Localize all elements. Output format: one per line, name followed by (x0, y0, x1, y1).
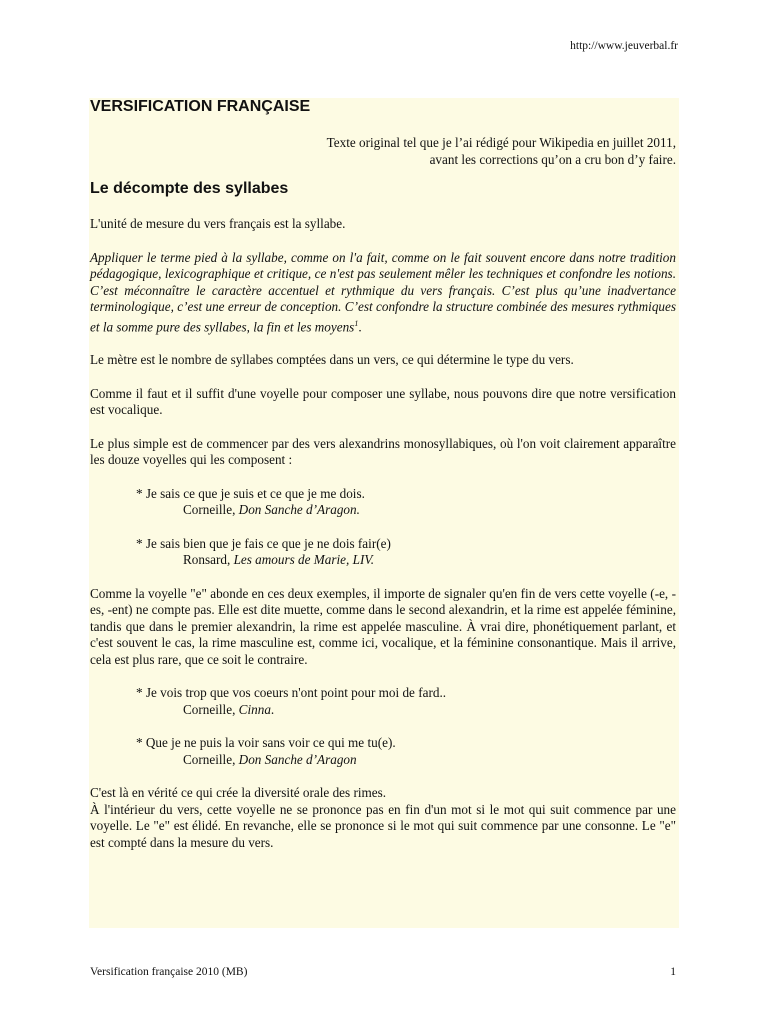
intro-line-1: Texte original tel que je l’ai rédigé pour Wikipedia en juillet 2011, (326, 135, 676, 150)
page-number: 1 (670, 966, 676, 978)
quote-1-work: Don Sanche d’Aragon. (238, 502, 360, 518)
quote-2: * Je sais bien que je fais ce que je ne dois fair(e) (136, 535, 391, 551)
quote-2-author: Ronsard, (183, 552, 234, 568)
quote-3-work: Cinna (238, 701, 271, 717)
intro-line-2: avant les corrections qu’on a cru bon d’y faire. (429, 151, 676, 167)
quote-3-attribution (183, 702, 676, 719)
paragraph-6: Comme la voyelle "e" abonde en ces deux exemples, il importe de signaler qu'en fin de vers cette voyelle (-e, -es, -ent) ne compte pas. Elle est dite muette, comme dans le second alexandrin, et la rime est appelée féminine, tandis que dans le premier alexandrin, la rime est appelée masculine. À vrai dire, phonétiquement parlant, et c'est souvent le cas, la rime masculine est, comme ici, vocalique, et la féminine consonantique. Mais il arrive, cela est plus rare, que ce soit le contraire. (90, 585, 676, 667)
quote-block-3 (90, 685, 676, 718)
paragraph-1: L'unité de mesure du vers français est la syllabe. (90, 216, 346, 231)
quote-2-work: Les amours de Marie, LIV. (233, 552, 374, 568)
quote-1: * Je sais ce que je suis et ce que je me dois. (136, 485, 365, 501)
quote-3-end: . (270, 701, 275, 717)
paragraph-2 (90, 250, 676, 336)
paragraph-4: Comme il faut et il suffit d'une voyelle pour composer une syllabe, nous pouvons dire que notre versification est vocalique. (90, 385, 676, 418)
paragraph-5: Le plus simple est de commencer par des vers alexandrins monosyllabiques, où l'on voit clairement apparaître les douze voyelles qui les composent : (90, 435, 676, 468)
quote-4-attribution (183, 752, 676, 769)
quote-2-attribution (183, 552, 676, 569)
quote-3: * Je vois trop que vos coeurs n'ont point pour moi de fard.. (136, 685, 447, 701)
quote-block-2 (90, 536, 676, 569)
header-url: http://www.jeuverbal.fr (570, 40, 678, 52)
quote-3-author: Corneille, (183, 701, 239, 717)
section-title: Le décompte des syllabes (90, 180, 289, 197)
quote-block-1 (90, 486, 676, 519)
quote-4: * Que je ne puis la voir sans voir ce qui me tu(e). (136, 735, 396, 751)
paragraph-2-text: Appliquer le terme pied à la syllabe, comme on l'a fait, comme on le fait souvent encore dans notre tradition pédagogique, lexicographique et critique, ce n'est pas seulement mêler les techniques et confondre les notions. C’est méconnaître le caractère accentuel et rythmique du vers français. C’est plus qu’une inadvertance terminologique, c’est une erreur de conception. C’est confondre la structure combinée des mesures rythmiques et la somme pure des syllabes, la fin et les moyens (90, 249, 676, 334)
intro-note (90, 135, 676, 168)
paragraph-7a: C'est là en vérité ce qui crée la diversité orale des rimes. (90, 785, 387, 801)
paragraph-2-end: . (358, 318, 362, 334)
paragraph-7b: À l'intérieur du vers, cette voyelle ne se prononce pas en fin d'un mot si le mot qui suit commence par une voyelle. Le "e" est élidé. En revanche, elle se prononce si le mot qui suit commence par une consonne. Le "e" est compté dans la mesure du vers. (90, 801, 676, 850)
quote-block-4 (90, 735, 676, 768)
footer-title: Versification française 2010 (MB) (90, 966, 248, 978)
document-body (90, 97, 676, 851)
document-title: VERSIFICATION FRANÇAISE (90, 98, 311, 115)
quote-4-work: Don Sanche d’Aragon (238, 751, 357, 767)
paragraph-3: Le mètre est le nombre de syllabes comptées dans un vers, ce qui détermine le type du vers. (90, 352, 574, 368)
quote-4-author: Corneille, (183, 751, 239, 767)
footnote-ref: 1 (354, 318, 359, 328)
quote-1-author: Corneille, (183, 502, 239, 518)
quote-1-attribution (183, 502, 676, 519)
